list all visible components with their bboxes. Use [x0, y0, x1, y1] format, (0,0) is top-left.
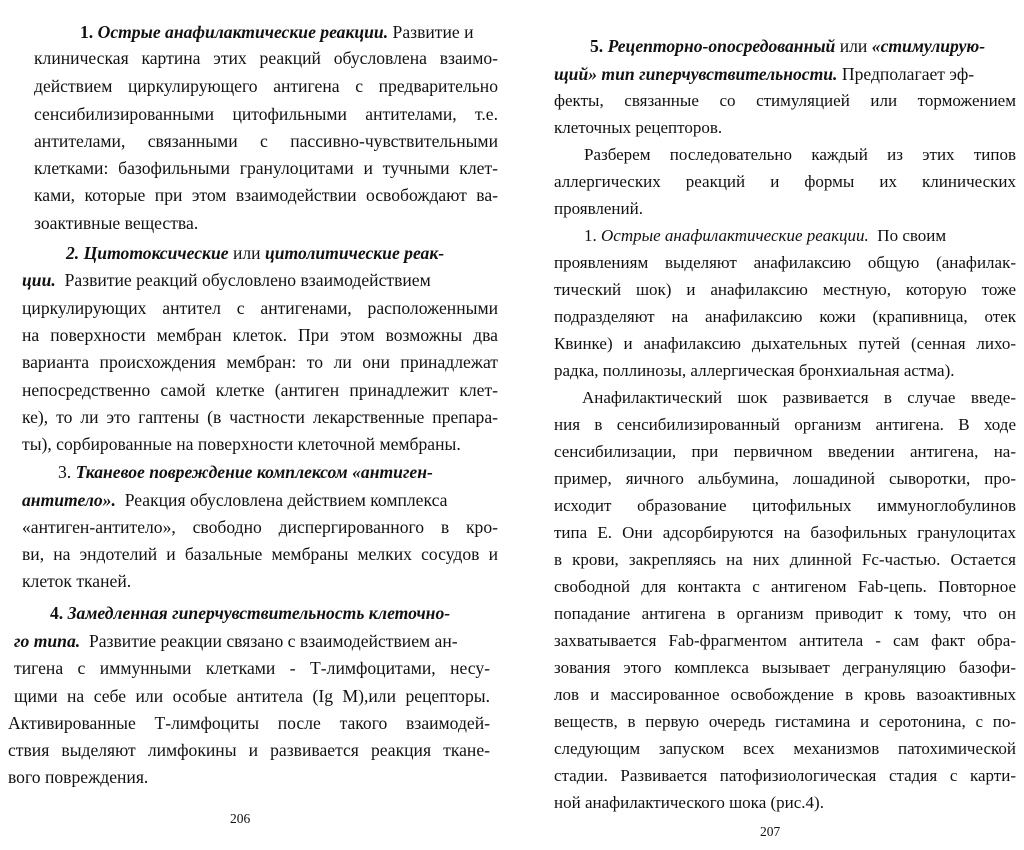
text-line: зования этого комплекса вызывает дегрануляцию базофи-: [554, 658, 1016, 677]
text-line: исходит образование цитофильных иммуноглобулинов: [554, 496, 1016, 515]
text-line: клеточных рецепторов.: [554, 118, 723, 137]
text-line: действием циркулирующего антигена с предварительно: [34, 76, 498, 96]
text-line: ния в сенсибилизированный организм антигена. В ходе: [554, 415, 1016, 434]
page-number: 206: [230, 811, 251, 826]
text-line: циркулирующих антител с антигенами, расположенными: [22, 298, 498, 318]
text-line: зоактивные вещества.: [34, 213, 199, 233]
text-line: фекты, связанные со стимуляцией или торможением: [554, 91, 1016, 110]
text-line: Анафилактический шок развивается в случае введе-: [582, 388, 1016, 407]
text-line: клетками: базофильными гранулоцитами и тучными клет-: [34, 158, 498, 178]
text-line: следующим запуском всех механизмов патохимической: [554, 739, 1016, 758]
text-line: подразделяют на анафилаксию кожи (крапивница, отек: [554, 307, 1016, 326]
text-line: пример, яичного альбумина, лошадиной сыворотки, про-: [554, 469, 1016, 488]
text-line: тигена с иммунными клетками - Т-лимфоцитами, несу-: [14, 658, 490, 678]
text-line: сенсибилизации, при первичном введении антигена, на-: [554, 442, 1016, 461]
text-line: аллергических реакций и формы их клинических: [554, 172, 1016, 191]
text-line: сенсибилизированными цитофильными антителами, т.е.: [34, 104, 498, 124]
text-line: непосредственно самой клетке (антиген принадлежит клет-: [22, 380, 498, 400]
text-line: клиническая картина этих реакций обусловлена взаимо-: [34, 48, 498, 68]
text-line: стадии. Развивается патофизиологическая стадия с карти-: [554, 766, 1016, 785]
page-number: 207: [760, 824, 781, 839]
text-line: 1. Острые анафилактические реакции. Развитие и: [80, 22, 474, 42]
text-line: 2. Цитотоксические или цитолитические реак-: [66, 243, 445, 263]
text-line: варианта происхождения мембран: то ли они принадлежат: [22, 352, 498, 372]
text-line: проявлений.: [554, 199, 643, 218]
text-line: щий» тип гиперчувствительности. Предполагает эф-: [554, 64, 975, 84]
text-line: попадание антигена в организм приводит к тому, что он: [554, 604, 1016, 623]
text-line: «антиген-антитело», свободно диспергированного в кро-: [22, 517, 498, 537]
text-line: Разберем последовательно каждый из этих типов: [584, 145, 1016, 164]
text-line: клеток тканей.: [22, 571, 132, 591]
text-line: ты), сорбированные на поверхности клеточной мембраны.: [22, 434, 461, 454]
text-line: в крови, закрепляясь на них длинной Fc-частью. Остается: [554, 550, 1016, 569]
text-line: 4. Замедленная гиперчувствительность клеточно-: [50, 603, 451, 623]
text-line: го типа. Развитие реакции связано с взаимодействием ан-: [14, 631, 458, 651]
text-line: захватывается Fab-фрагментом антитела - сам факт обра-: [554, 631, 1016, 650]
text-line: 3. Тканевое повреждение комплексом «антиген-: [58, 462, 433, 482]
text-line: проявлениям выделяют анафилаксию общую (анафилак-: [554, 253, 1016, 272]
text-line: свободной для контакта с антигеном Fab-цепь. Повторное: [554, 577, 1016, 596]
text-line: ке), то ли это гаптены (в частности лекарственные препара-: [22, 407, 498, 427]
text-line: ствия выделяют лимфокины и развивается реакция ткане-: [8, 740, 490, 760]
text-line: веществ, в первую очередь гистамина и серотонина, с по-: [554, 712, 1016, 731]
text-line: типа Е. Они адсорбируются на базофильных гранулоцитах: [554, 523, 1016, 542]
text-line: Активированные Т-лимфоциты после такого взаимодей-: [8, 713, 490, 733]
text-line: щими на себе или особые антитела (Ig M),или рецепторы.: [14, 686, 490, 706]
right-page: [512, 0, 1024, 850]
text-line: 5. Рецепторно-опосредованный или «стимулирую-: [590, 36, 986, 56]
text-line: антителами, связанными с пассивно-чувствительными: [34, 131, 498, 151]
text-line: тический шок) и анафилаксию местную, которую тоже: [554, 280, 1016, 299]
text-line: антитело». Реакция обусловлена действием комплекса: [22, 490, 448, 510]
text-line: ви, на эндотелий и базальные мембраны мелких сосудов и: [22, 544, 498, 564]
text-line: на поверхности мембран клеток. При этом возможны два: [22, 325, 498, 345]
text-line: вого повреждения.: [8, 767, 149, 787]
text-line: ции. Развитие реакций обусловлено взаимодействием: [22, 270, 431, 290]
text-line: радка, поллинозы, аллергическая бронхиальная астма).: [554, 361, 955, 380]
text-line: ной анафилактического шока (рис.4).: [554, 793, 824, 812]
text-line: лов и массированное освобождение в кровь вазоактивных: [554, 685, 1016, 704]
text-line: Квинке) и анафилаксию дыхательных путей (сенная лихо-: [554, 334, 1016, 353]
text-line: ками, которые при этом взаимодействии освобождают ва-: [34, 185, 498, 205]
text-line: 1. Острые анафилактические реакции. По своим: [584, 226, 947, 245]
